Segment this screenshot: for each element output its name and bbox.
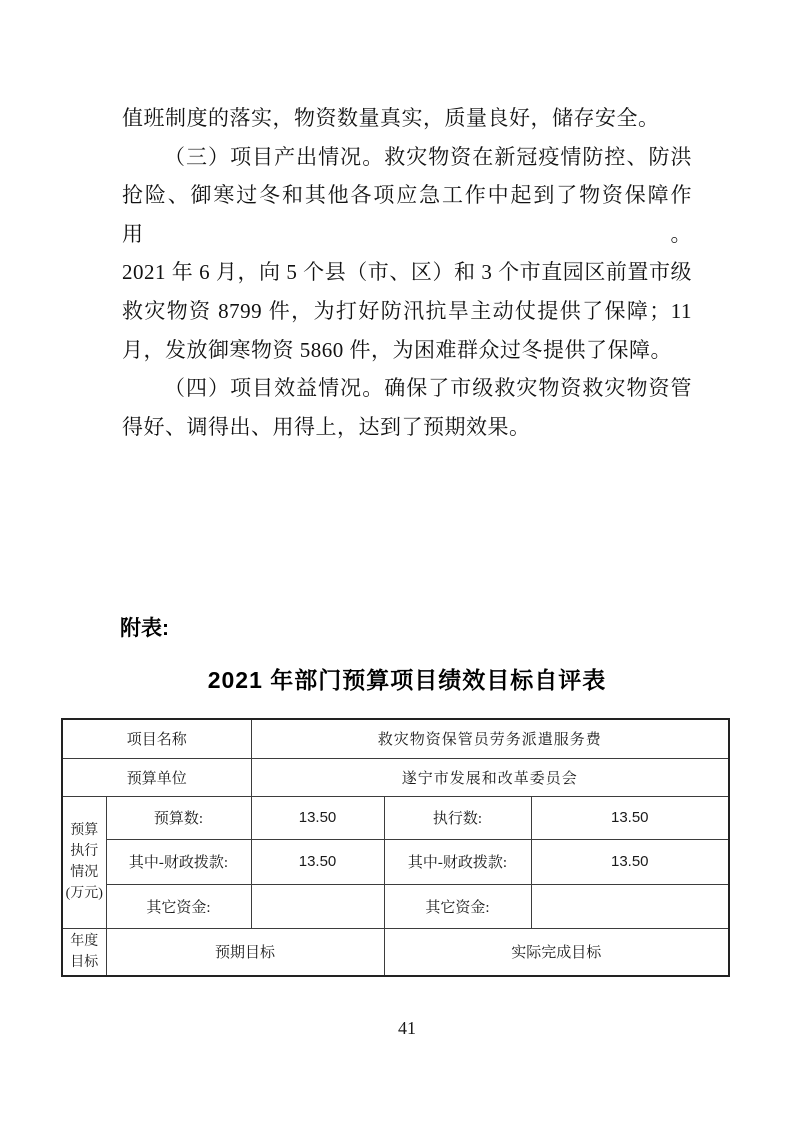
execution-number-label-cell: 执行数: bbox=[384, 796, 531, 839]
fiscal-allocation-value-cell: 13.50 bbox=[251, 839, 384, 884]
annual-goal-header-cell bbox=[62, 928, 106, 976]
fiscal-allocation-label-cell: 其中-财政拨款: bbox=[106, 839, 251, 884]
page-number: 41 bbox=[398, 1018, 416, 1038]
budget-execution-header-line: 预算 bbox=[70, 823, 99, 838]
body-text-line: 得好、调得出、用得上，达到了预期效果。 bbox=[122, 414, 531, 439]
body-text-line: （三）项目产出情况。救灾物资在新冠疫情防控、防洪 bbox=[164, 144, 692, 169]
budget-execution-header-line: 执行 bbox=[70, 844, 99, 859]
other-funds-label-cell: 其它资金: bbox=[384, 884, 531, 928]
body-text-line: 救灾物资 8799 件，为打好防汛抗旱主动仗提供了保障；11 bbox=[122, 298, 692, 323]
execution-number-value-cell: 13.50 bbox=[531, 796, 729, 839]
body-text-line: 值班制度的落实，物资数量真实，质量良好，储存安全。 bbox=[122, 106, 660, 130]
actual-goal-cell: 实际完成目标 bbox=[384, 928, 729, 976]
body-text-line: 月，发放御寒物资 5860 件，为困难群众过冬提供了保障。 bbox=[122, 337, 672, 362]
budget-number-label-cell: 预算数: bbox=[106, 796, 251, 839]
other-funds-label-cell: 其它资金: bbox=[106, 884, 251, 928]
annual-goal-header-line: 目标 bbox=[70, 954, 99, 970]
project-name-value-cell: 救灾物资保管员劳务派遣服务费 bbox=[251, 719, 729, 758]
budget-execution-header-line: 情况 bbox=[70, 865, 99, 880]
budget-unit-value-cell: 遂宁市发展和改革委员会 bbox=[251, 758, 729, 796]
budget-unit-label-cell: 预算单位 bbox=[62, 758, 251, 796]
other-funds-value-cell bbox=[251, 884, 384, 928]
table-row bbox=[62, 758, 729, 796]
table-row bbox=[62, 884, 729, 928]
budget-number-value-cell: 13.50 bbox=[251, 796, 384, 839]
body-text-line: 抢险、御寒过冬和其他各项应急工作中起到了物资保障作用。 bbox=[122, 183, 692, 246]
table-row bbox=[62, 928, 729, 976]
other-funds-value-cell bbox=[531, 884, 729, 928]
table-row bbox=[62, 719, 729, 758]
budget-execution-header-cell bbox=[62, 796, 106, 928]
body-text-line: （四）项目效益情况。确保了市级救灾物资救灾物资管 bbox=[164, 376, 692, 401]
fiscal-allocation-value-cell: 13.50 bbox=[531, 839, 729, 884]
budget-execution-header-line: (万元) bbox=[65, 886, 103, 901]
project-name-label-cell: 项目名称 bbox=[62, 719, 251, 758]
table-title: 2021 年部门预算项目绩效目标自评表 bbox=[207, 667, 607, 693]
table-row bbox=[62, 839, 729, 884]
attachment-label: 附表: bbox=[120, 617, 169, 640]
annual-goal-header-line: 年度 bbox=[70, 933, 99, 949]
body-text-line: 2021 年 6 月，向 5 个县（市、区）和 3 个市直园区前置市级 bbox=[122, 260, 692, 285]
expected-goal-cell: 预期目标 bbox=[106, 928, 384, 976]
fiscal-allocation-label-cell: 其中-财政拨款: bbox=[384, 839, 531, 884]
table-row bbox=[62, 796, 729, 839]
self-evaluation-table bbox=[61, 718, 730, 977]
body-text-block bbox=[122, 99, 692, 446]
